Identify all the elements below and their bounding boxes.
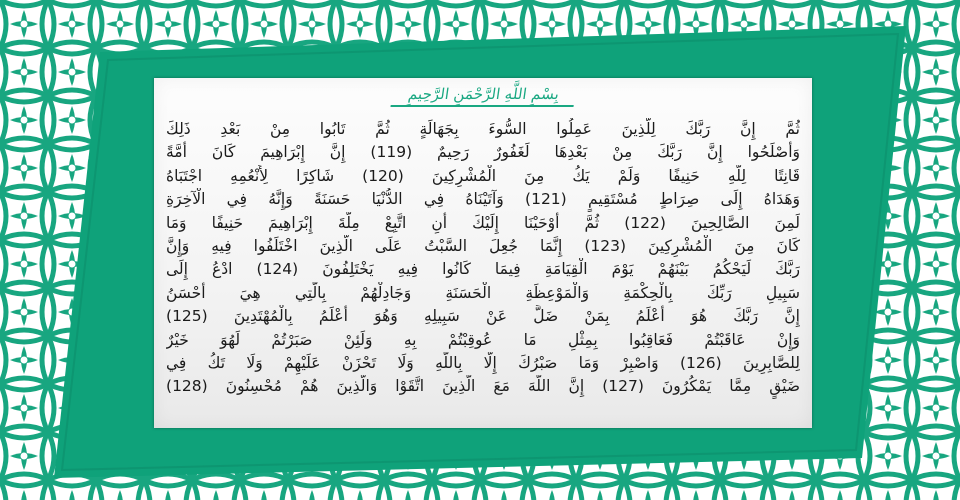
- verse-line: لَمِنَ الصَّالِحِينَ (122) ثُمَّ أَوْحَيْنَا إِلَيْكَ أَنِ اتَّبِعْ مِلَّةَ إِبْرَاهِيمَ حَنِيفًا وَمَا: [166, 213, 800, 232]
- verse-line: كَانَ مِنَ الْمُشْرِكِينَ (123) إِنَّمَا جُعِلَ السَّبْتُ عَلَى الَّذِينَ اخْتَلَفُوا فِيهِ وَإِنَّ: [166, 236, 800, 255]
- verses-list: [166, 118, 800, 399]
- verse-line: وَأَصْلَحُوا إِنَّ رَبَّكَ مِنْ بَعْدِهَا لَغَفُورٌ رَحِيمٌ (119) إِنَّ إِبْرَاهِيمَ كَانَ أُمَّةً: [166, 143, 800, 162]
- verse-line: وَهَدَاهُ إِلَى صِرَاطٍ مُسْتَقِيمٍ (121) وَآتَيْنَاهُ فِي الدُّنْيَا حَسَنَةً وَإِنَّهُ فِي الْآخِرَةِ: [166, 190, 800, 209]
- verse-line: سَبِيلِ رَبِّكَ بِالْحِكْمَةِ وَالْمَوْعِظَةِ الْحَسَنَةِ وَجَادِلْهُمْ بِالَّتِي هِيَ أَحْسَنُ: [166, 283, 800, 302]
- verse-line: لِلصَّابِرِينَ (126) وَاصْبِرْ وَمَا صَبْرُكَ إِلَّا بِاللَّهِ وَلَا تَحْزَنْ عَلَيْهِمْ وَلَا تَكُ فِي: [166, 353, 800, 372]
- verse-line: رَبَّكَ لَيَحْكُمُ بَيْنَهُمْ يَوْمَ الْقِيَامَةِ فِيمَا كَانُوا فِيهِ يَخْتَلِفُونَ (124) ادْعُ إِلَى: [166, 260, 800, 279]
- verse-line: وَإِنْ عَاقَبْتُمْ فَعَاقِبُوا بِمِثْلِ مَا عُوقِبْتُمْ بِهِ وَلَئِنْ صَبَرْتُمْ لَهُوَ خَيْرٌ: [166, 330, 800, 349]
- verse-line: إِنَّ رَبَّكَ هُوَ أَعْلَمُ بِمَنْ ضَلَّ عَنْ سَبِيلِهِ وَهُوَ أَعْلَمُ بِالْمُهْتَدِينَ (125): [166, 307, 800, 326]
- verse-line: ضَيْقٍ مِمَّا يَمْكُرُونَ (127) إِنَّ اللَّهَ مَعَ الَّذِينَ اتَّقَوْا وَالَّذِينَ هُمْ مُحْسِنُونَ (128): [166, 377, 800, 396]
- verse-line: قَانِتًا لِلَّهِ حَنِيفًا وَلَمْ يَكُ مِنَ الْمُشْرِكِينَ (120) شَاكِرًا لِأَنْعُمِهِ اجْتَبَاهُ: [166, 166, 800, 185]
- basmala-header: [154, 84, 812, 114]
- verse-line: ثُمَّ إِنَّ رَبَّكَ لِلَّذِينَ عَمِلُوا السُّوءَ بِجَهَالَةٍ ثُمَّ تَابُوا مِنْ بَعْدِ ذَلِكَ: [166, 120, 800, 138]
- basmala-calligraphy: بِسْمِ اللَّهِ الرَّحْمَنِ الرَّحِيمِ: [390, 85, 576, 107]
- verses-panel: [154, 78, 812, 428]
